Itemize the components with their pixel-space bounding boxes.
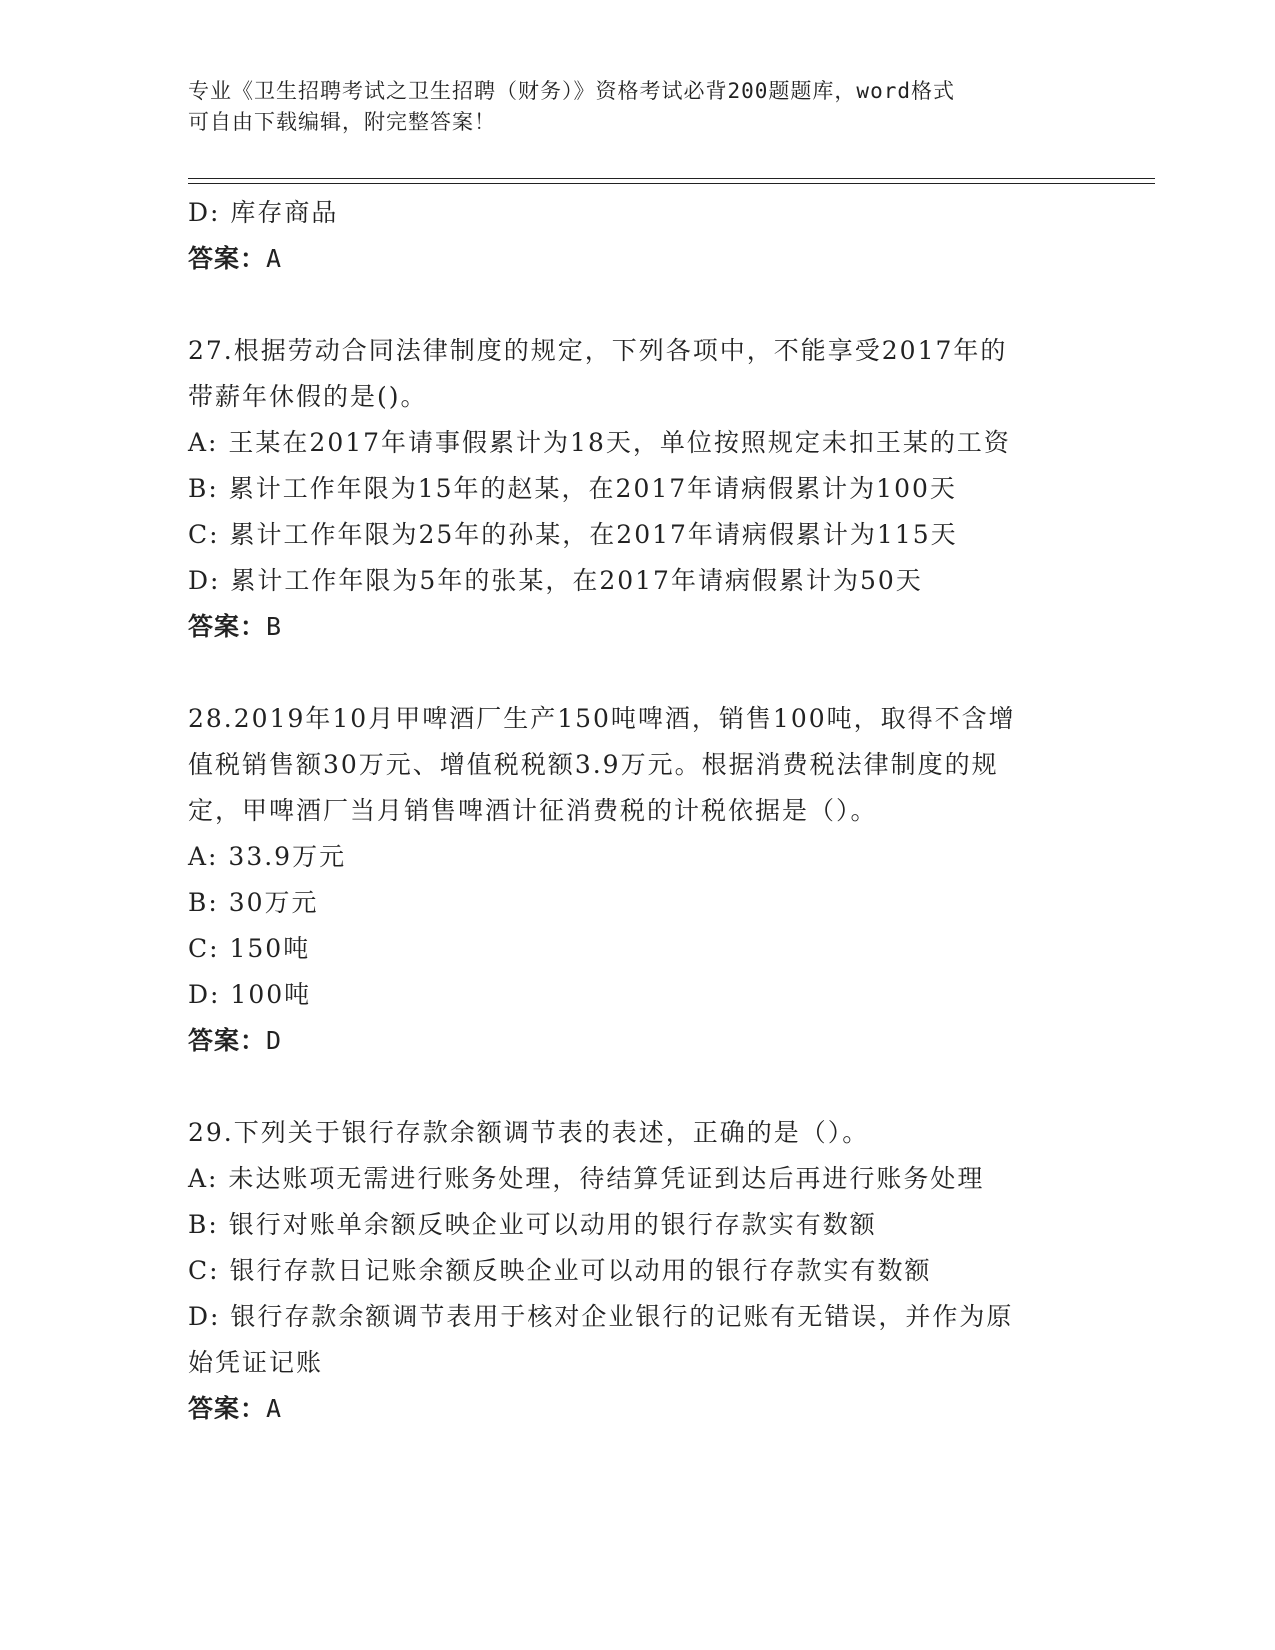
q29-stem-line-1: 29.下列关于银行存款余额调节表的表述，正确的是（）。 bbox=[188, 1118, 870, 1147]
header-divider-bottom bbox=[188, 183, 1155, 184]
q28-stem-line-3: 定，甲啤酒厂当月销售啤酒计征消费税的计税依据是（）。 bbox=[188, 796, 878, 825]
q27-option-d: D: 累计工作年限为5年的张某，在2017年请病假累计为50天 bbox=[188, 566, 923, 595]
answer-label: 答案： bbox=[188, 1394, 267, 1423]
q29-option-c: C: 银行存款日记账余额反映企业可以动用的银行存款实有数额 bbox=[188, 1256, 932, 1285]
q28-option-c: C: 150吨 bbox=[188, 934, 311, 963]
answer-label: 答案： bbox=[188, 612, 267, 641]
prev-answer bbox=[188, 236, 1088, 282]
q27-stem-line-2: 带薪年休假的是()。 bbox=[188, 382, 428, 411]
q28-option-d: D: 100吨 bbox=[188, 980, 312, 1009]
q27-option-a: A: 王某在2017年请事假累计为18天，单位按照规定未扣王某的工资 bbox=[188, 428, 1011, 457]
answer-value: A bbox=[266, 244, 283, 273]
answer-label: 答案： bbox=[188, 1026, 267, 1055]
document-header bbox=[188, 76, 1088, 138]
q28-stem-line-2: 值税销售额30万元、增值税税额3.9万元。根据消费税法律制度的规 bbox=[188, 750, 999, 779]
answer-value: A bbox=[266, 1394, 283, 1423]
header-title-line-2: 可自由下载编辑，附完整答案！ bbox=[188, 110, 496, 134]
spacer bbox=[188, 282, 1088, 328]
answer-value: B bbox=[266, 612, 283, 641]
answer-label: 答案： bbox=[188, 244, 267, 273]
q29-option-b: B: 银行对账单余额反映企业可以动用的银行存款实有数额 bbox=[188, 1210, 877, 1239]
q27-option-c: C: 累计工作年限为25年的孙某，在2017年请病假累计为115天 bbox=[188, 520, 958, 549]
q27-answer bbox=[188, 604, 1088, 650]
q28-answer bbox=[188, 1018, 1088, 1064]
spacer bbox=[188, 1064, 1088, 1110]
header-title-line-1: 专业《卫生招聘考试之卫生招聘（财务）》资格考试必背200题题库，word格式 bbox=[188, 79, 955, 103]
q27-stem-line-1: 27.根据劳动合同法律制度的规定，下列各项中，不能享受2017年的 bbox=[188, 336, 1008, 365]
answer-value: D bbox=[266, 1026, 283, 1055]
header-divider-top bbox=[188, 178, 1155, 179]
prev-option-d: D: 库存商品 bbox=[188, 198, 339, 227]
q29-option-d-line-1: D: 银行存款余额调节表用于核对企业银行的记账有无错误，并作为原 bbox=[188, 1302, 1014, 1331]
spacer bbox=[188, 650, 1088, 696]
q29-answer bbox=[188, 1386, 1088, 1432]
q28-option-b: B: 30万元 bbox=[188, 888, 319, 917]
q27-option-b: B: 累计工作年限为15年的赵某，在2017年请病假累计为100天 bbox=[188, 474, 957, 503]
q28-stem-line-1: 28.2019年10月甲啤酒厂生产150吨啤酒，销售100吨，取得不含增 bbox=[188, 704, 1016, 733]
q29-option-d-line-2: 始凭证记账 bbox=[188, 1348, 324, 1377]
q29-option-a: A: 未达账项无需进行账务处理，待结算凭证到达后再进行账务处理 bbox=[188, 1164, 985, 1193]
question-content bbox=[188, 190, 1088, 1432]
q28-option-a: A: 33.9万元 bbox=[188, 842, 347, 871]
